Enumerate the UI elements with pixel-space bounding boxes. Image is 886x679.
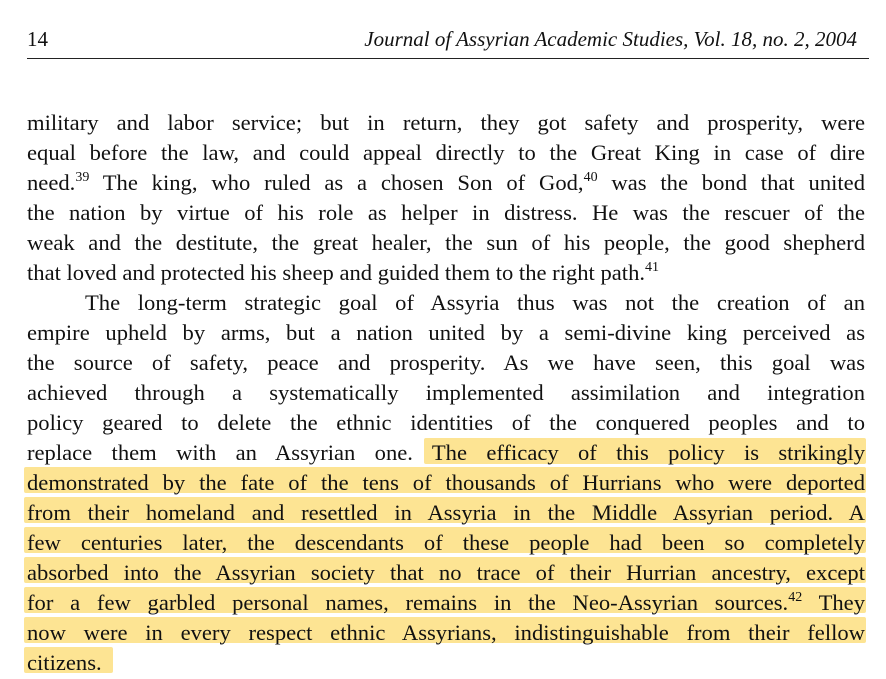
body-line: the source of safety, peace and prosperity. As we have seen, this goal was: [27, 350, 865, 375]
body-line-highlighted: demonstrated by the fate of the tens of thousands of Hurrians who were deported: [27, 470, 865, 495]
body-line: the nation by virtue of his role as helper in distress. He was the rescuer of the: [27, 200, 865, 225]
running-header: [27, 18, 869, 59]
body-line: replace them with an Assyrian one. The efficacy of this policy is strikingly: [27, 440, 865, 465]
body-line: empire upheld by arms, but a nation united by a semi-divine king perceived as: [27, 320, 865, 345]
body-line: military and labor service; but in return, they got safety and prosperity, were: [27, 110, 865, 135]
footnote-ref[interactable]: 39: [75, 170, 90, 185]
body-line-highlighted: from their homeland and resettled in Assyria in the Middle Assyrian period. A: [27, 500, 865, 525]
body-line: need.$^{39}$ The king, who ruled as a chosen Son of God,$^{40}$ was the bond that united: [27, 170, 865, 195]
body-line-highlighted: absorbed into the Assyrian society that no trace of their Hurrian ancestry, except: [27, 560, 865, 585]
body-line-highlighted: now were in every respect ethnic Assyrians, indistinguishable from their fellow: [27, 620, 865, 645]
body-line-highlighted: citizens.: [27, 650, 102, 675]
journal-citation: Journal of Assyrian Academic Studies, Vol. 18, no. 2, 2004: [364, 27, 857, 51]
page-number: 14: [27, 27, 48, 51]
body-line-highlighted: for a few garbled personal names, remains in the Neo-Assyrian sources.$^{42}$ They: [27, 590, 865, 615]
body-line-highlighted: few centuries later, the descendants of these people had been so completely: [27, 530, 865, 555]
footnote-ref[interactable]: 41: [645, 260, 660, 275]
footnote-ref[interactable]: 40: [583, 170, 598, 185]
body-line: weak and the destitute, the great healer, the sun of his people, the good shepherd: [27, 230, 865, 255]
body-line: achieved through a systematically implemented assimilation and integration: [27, 380, 865, 405]
highlighted-text: The efficacy of this policy is strikingly: [431, 440, 865, 465]
body-line: policy geared to delete the ethnic identities of the conquered peoples and to: [27, 410, 865, 435]
footnote-ref[interactable]: 42: [788, 590, 803, 605]
body-line: The long-term strategic goal of Assyria thus was not the creation of an: [85, 290, 865, 315]
body-line: equal before the law, and could appeal directly to the Great King in case of dire: [27, 140, 865, 165]
body-line: that loved and protected his sheep and guided them to the right path.$^{41}$: [27, 260, 660, 285]
